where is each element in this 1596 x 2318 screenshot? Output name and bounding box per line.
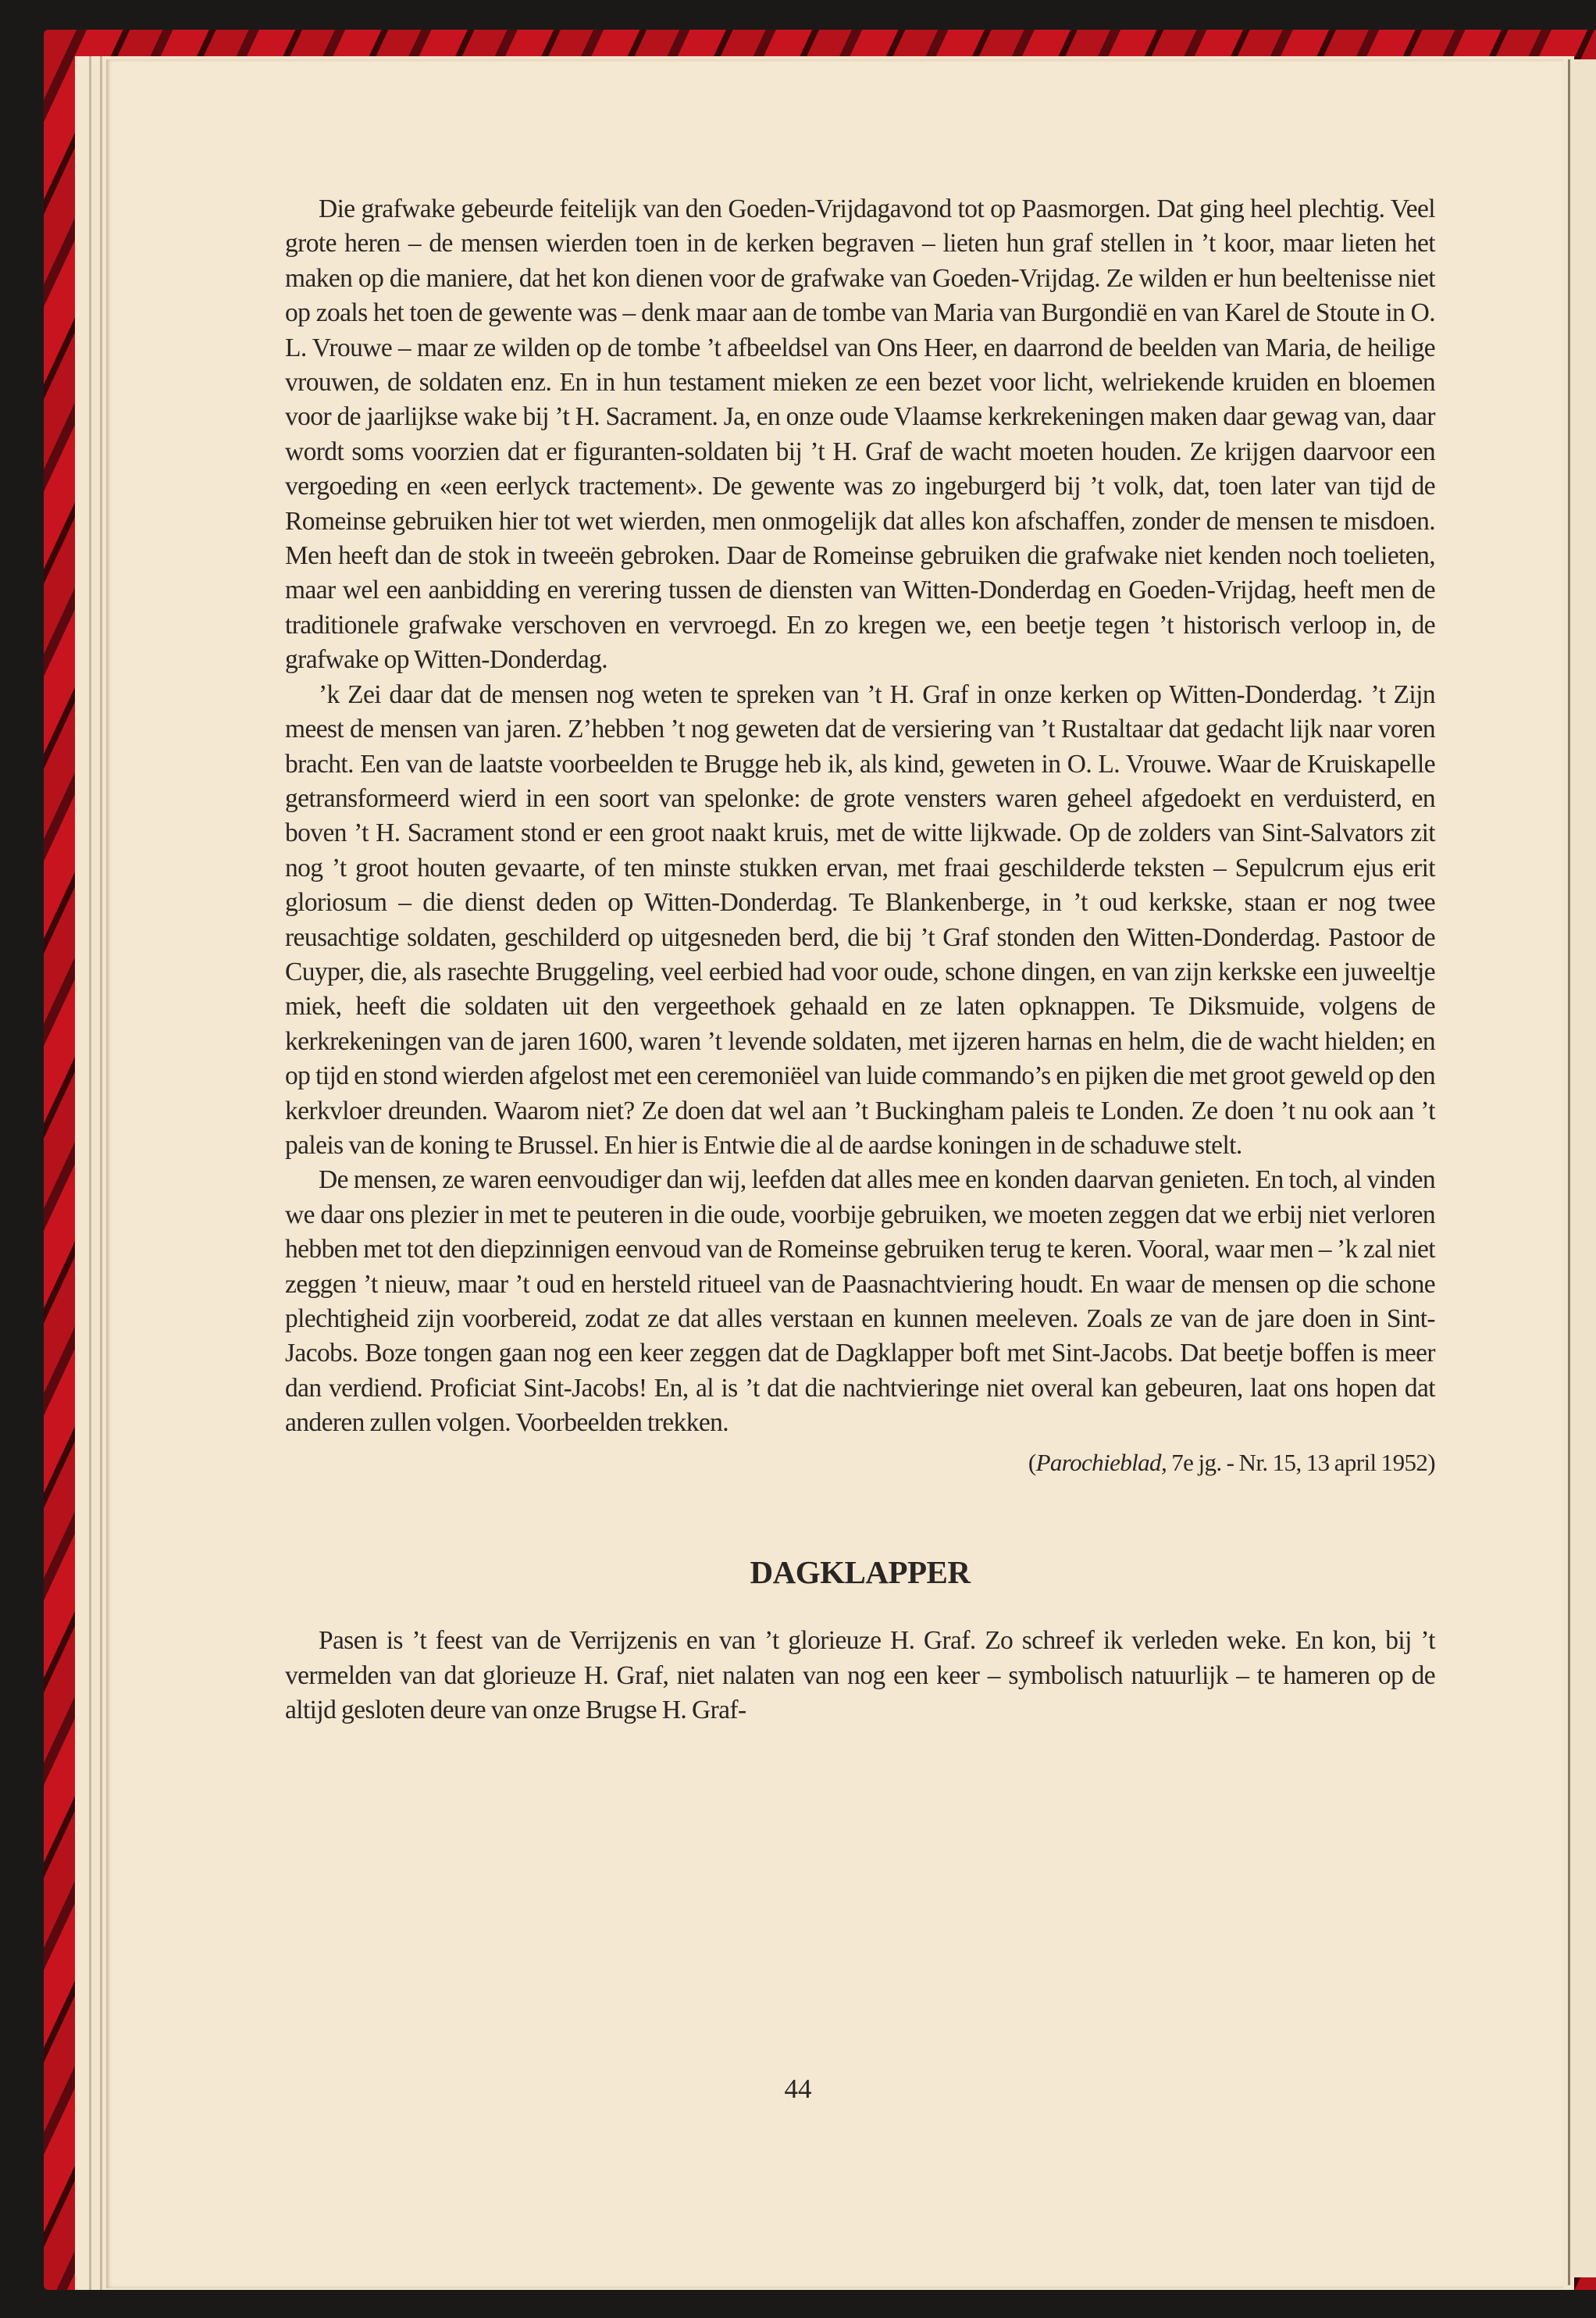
next-page-edge (1570, 59, 1596, 2277)
paragraph: Die grafwake gebeurde feitelijk van den Goeden-Vrijdagavond tot op Paasmorgen. Dat ging heel plechtig. Veel grote heren – de mensen wierden toen in de kerken begraven – lieten hun graf stellen in ’t koor, maar lieten het maken op die maniere, dat het kon dienen voor de grafwake van Goeden-Vrijdag. Ze wilden er hun beeltenisse niet op zoals het toen de gewente was – denk maar aan de tombe van Maria van Burgondië en van Karel de Stoute in O. L. Vrouwe – maar ze wilden op de tombe ’t afbeeldsel van Ons Heer, en daarrond de beelden van Maria, de heilige vrouwen, de soldaten enz. En in hun testament mieken ze een bezet voor licht, welriekende kruiden en bloemen voor de jaarlijkse wake bij ’t H. Sacrament. Ja, en onze oude Vlaamse kerkrekeningen maken daar gewag van, daar wordt soms voorzien dat er figuranten-soldaten bij ’t H. Graf de wacht moeten houden. Ze krijgen daarvoor een vergoeding en «een eerlyck tractement». De gewente was zo ingeburgerd bij ’t volk, dat, toen later van tijd de Romeinse gebruiken hier tot wet wierden, men onmogelijk dat alles kon afschaffen, zonder de mensen te misdoen. Men heeft dan de stok in tweeën gebroken. Daar de Romeinse gebruiken die grafwake niet kenden noch toelieten, maar wel een aanbidding en verering tussen de diensten van Witten-Donderdag en Goeden-Vrijdag, heeft men de traditionele grafwake verschoven en vervroegd. En zo kregen we, een beetje tegen ’t historisch verloop in, de grafwake op Witten-Donderdag. (285, 194, 1435, 675)
paragraph: Pasen is ’t feest van de Verrijzenis en van ’t glorieuze H. Graf. Zo schreef ik verleden weke. En kon, bij ’t vermelden van dat glorieuze H. Graf, niet nalaten van nog een keer – symbolisch natuurlijk – te hameren op de altijd gesloten deure van onze Brugse H. Graf- (285, 1626, 1435, 1725)
citation-details: 7e jg. - Nr. 15, 13 april 1952) (1167, 1448, 1435, 1476)
page-number: 44 (784, 2074, 812, 2104)
paragraph: De mensen, ze waren eenvoudiger dan wij, leefden dat alles mee en konden daarvan genieten. En toch, al vinden we daar ons plezier in met te peuteren in die oude, voorbije gebruiken, we moeten zeggen dat we erbij niet verloren hebben met tot den diepzinnigen eenvoud van de Romeinse gebruiken terug te keren. Vooral, waar men – ’k zal niet zeggen ’t nieuw, maar ’t oud en hersteld ritueel van de Paasnachtviering houdt. En waar de mensen op die schone plechtigheid zijn voorbereid, zodat ze dat alles verstaan en kunnen meeleven. Zoals ze van de jare doen in Sint-Jacobs. Boze tongen gaan nog een keer zeggen dat de Dagklapper boft met Sint-Jacobs. Dat beetje boffen is meer dan verdiend. Proficiat Sint-Jacobs! En, al is ’t dat die nachtvieringe niet overal kan gebeuren, laat ons hopen dat anderen zullen volgen. Voorbeelden trekken. (285, 1165, 1435, 1438)
citation-publication: Parochieblad, (1035, 1448, 1167, 1476)
section-heading: DAGKLAPPER (750, 1554, 971, 1591)
article-body (285, 192, 1435, 1728)
citation-open: ( (1028, 1448, 1036, 1476)
paragraph: ’k Zei daar dat de mensen nog weten te spreken van ’t H. Graf in onze kerken op Witten-Donderdag. ’t Zijn meest de mensen van jaren. Z’hebben ’t nog geweten dat de versiering van ’t Rustaltaar dat gedacht lijk naar voren bracht. Een van de laatste voorbeelden te Brugge heb ik, als kind, geweten in O. L. Vrouwe. Waar de Kruiskapelle getransformeerd wierd in een soort van spelonke: de grote vensters waren geheel afgedoekt en verduisterd, en boven ’t H. Sacrament stond er een groot naakt kruis, met de witte lijkwade. Op de zolders van Sint-Salvators zit nog ’t groot houten gevaarte, of ten minste stukken ervan, met fraai geschilderde teksten – Sepulcrum ejus erit gloriosum – die dienst deden op Witten-Donderdag. Te Blankenberge, in ’t oud kerkske, staan er nog twee reusachtige soldaten, geschilderd op uitgesneden berd, die bij ’t Graf stonden den Witten-Donderdag. Pastoor de Cuyper, die, als rasechte Bruggeling, veel eerbied had voor oude, schone dingen, en van zijn kerkske een juweeltje miek, heeft die soldaten uit den vergeethoek gehaald en ze laten opknappen. Te Diksmuide, volgens de kerkrekeningen van de jaren 1600, waren ’t levende soldaten, met ijzeren harnas en helm, die de wacht hielden; en op tijd en stond wierden afgelost met een ceremoniëel van luide commando’s en pijken die met groot geweld op den kerkvloer dreunden. Waarom niet? Ze doen dat wel aan ’t Buckingham paleis te Londen. Ze doen ’t nu ook aan ’t paleis van de koning te Brussel. En hier is Entwie die al de aardse koningen in de schaduwe stelt. (285, 679, 1435, 1160)
source-citation (285, 1446, 1435, 1480)
